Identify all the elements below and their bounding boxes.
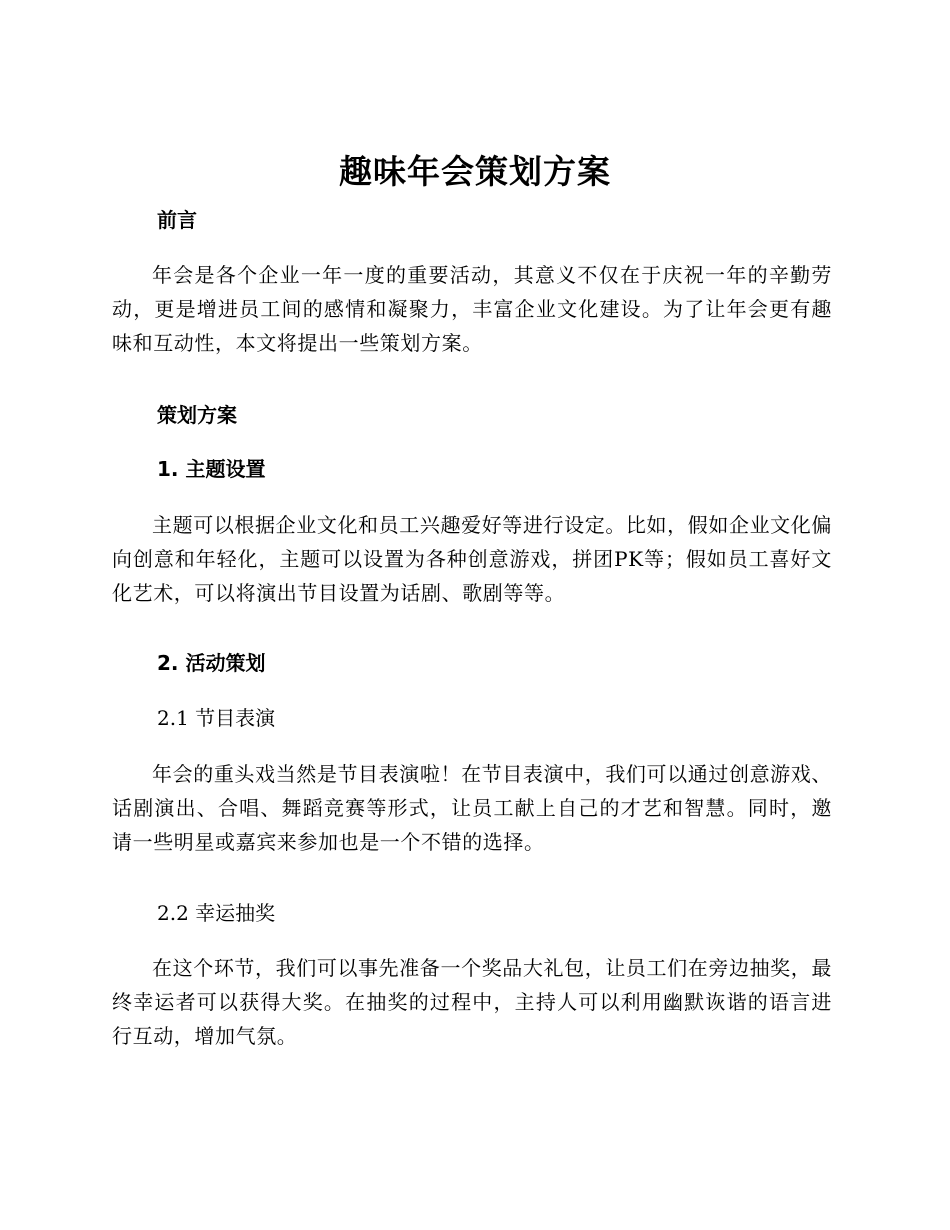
document-title: 趣味年会策划方案 [339, 152, 611, 191]
plan-heading: 策划方案 [157, 403, 237, 427]
preface-paragraph: 年会是各个企业一年一度的重要活动，其意义不仅在于庆祝一年的辛勤劳动，更是增进员工间的感情和凝聚力，丰富企业文化建设。为了让年会更有趣味和互动性，本文将提出一些策划方案。 [112, 263, 832, 355]
section2-1-paragraph: 年会的重头戏当然是节目表演啦！在节目表演中，我们可以通过创意游戏、话剧演出、合唱、舞蹈竞赛等形式，让员工献上自己的才艺和智慧。同时，邀请一些明星或嘉宾来参加也是一个不错的选择。 [112, 762, 832, 854]
section1-heading: 1. 主题设置 [157, 457, 266, 481]
section2-2-heading: 2.2 幸运抽奖 [157, 901, 276, 925]
section2-1-heading: 2.1 节目表演 [157, 706, 276, 730]
section2-2-paragraph: 在这个环节，我们可以事先准备一个奖品大礼包，让员工们在旁边抽奖，最终幸运者可以获得大奖。在抽奖的过程中，主持人可以利用幽默诙谐的语言进行互动，增加气氛。 [112, 956, 832, 1048]
section1-paragraph: 主题可以根据企业文化和员工兴趣爱好等进行设定。比如，假如企业文化偏向创意和年轻化，主题可以设置为各种创意游戏，拼团PK等；假如员工喜好文化艺术，可以将演出节目设置为话剧、歌剧等等。 [112, 513, 832, 605]
section2-heading: 2. 活动策划 [157, 651, 266, 675]
preface-heading: 前言 [157, 208, 197, 232]
